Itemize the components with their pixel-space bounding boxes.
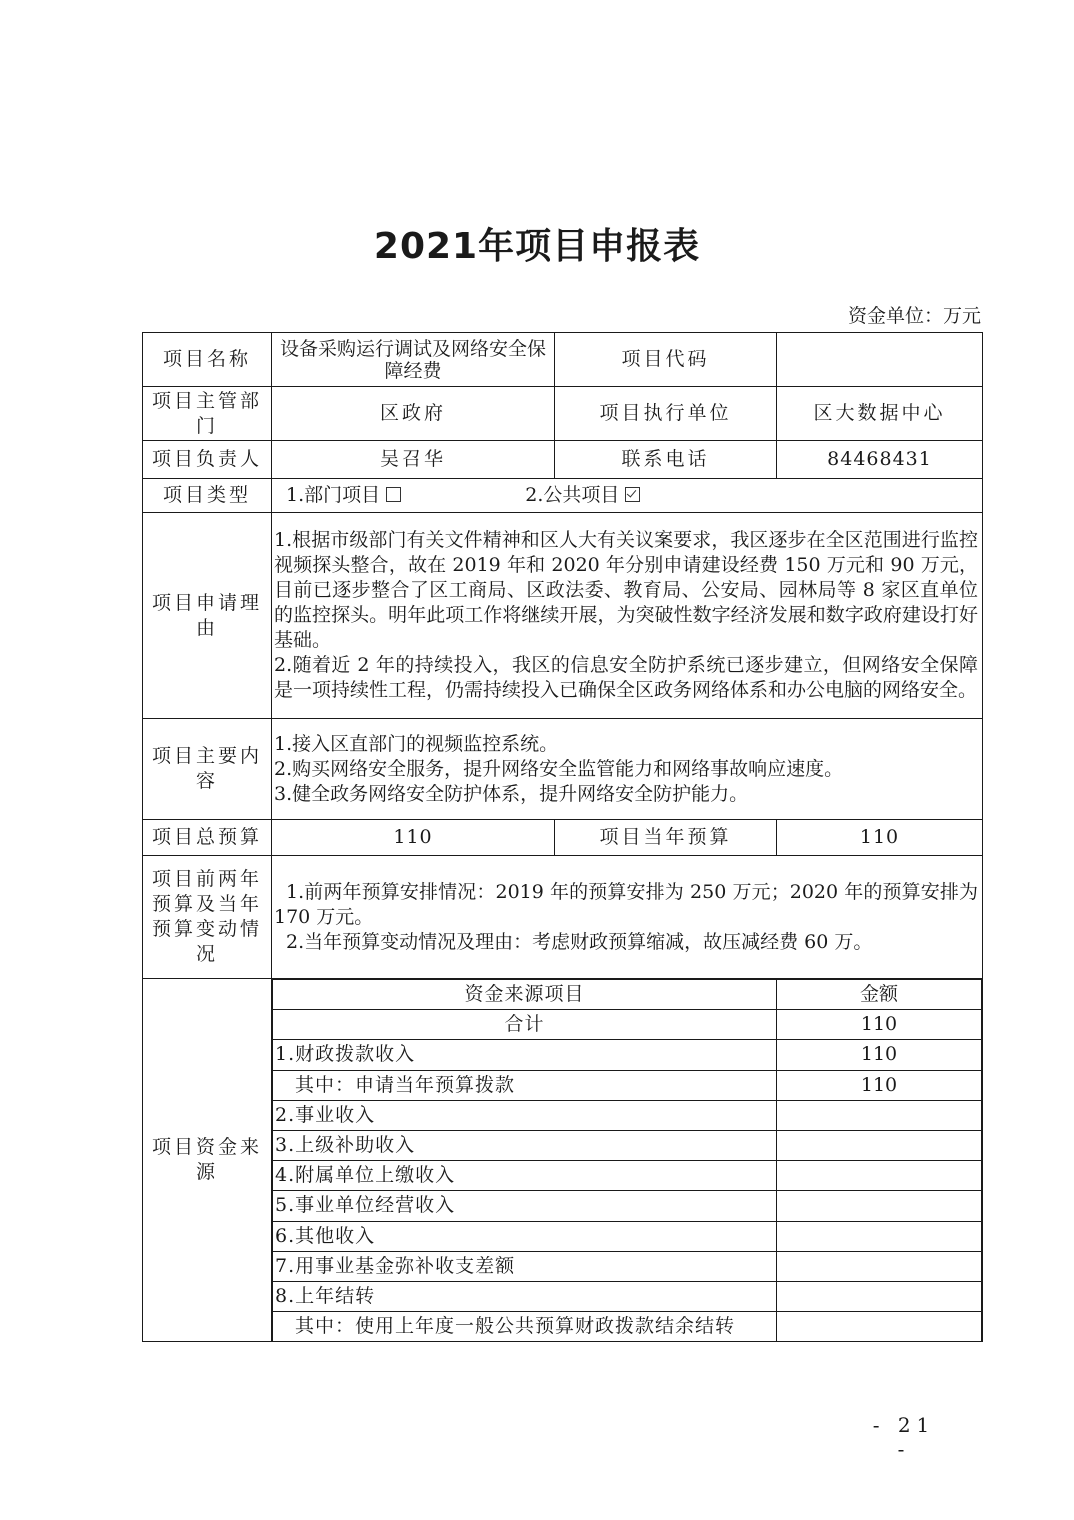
funding-row	[273, 1312, 982, 1342]
funding-row	[273, 1161, 982, 1191]
row-reason	[143, 513, 983, 719]
row-owner	[143, 441, 983, 479]
label-total-budget: 项目总预算	[143, 820, 272, 856]
value-total-budget: 110	[272, 820, 555, 856]
funding-item-name: 7.用事业基金弥补收支差额	[273, 1251, 777, 1281]
label-reason: 项目申请理由	[143, 513, 272, 719]
label-year-budget: 项目当年预算	[555, 820, 777, 856]
funding-item-amount: 110	[777, 1040, 982, 1070]
funding-item-name: 6.其他收入	[273, 1221, 777, 1251]
row-department	[143, 387, 983, 441]
row-budget-change	[143, 856, 983, 979]
funding-cell	[272, 979, 983, 1342]
funding-item-name: 其中：申请当年预算拨款	[273, 1070, 777, 1100]
value-department: 区政府	[272, 387, 555, 441]
funding-row	[273, 1100, 982, 1130]
funding-item-amount	[777, 1251, 982, 1281]
funding-row	[273, 1130, 982, 1160]
funding-item-name: 4.附属单位上缴收入	[273, 1161, 777, 1191]
funding-item-name: 1.财政拨款收入	[273, 1040, 777, 1070]
funding-row	[273, 1221, 982, 1251]
content-item: 1.接入区直部门的视频监控系统。	[274, 732, 559, 755]
label-content: 项目主要内容	[143, 719, 272, 820]
funding-header-row	[273, 980, 982, 1010]
label-project-code: 项目代码	[555, 333, 777, 387]
label-funding: 项目资金来源	[143, 979, 272, 1342]
content-item: 3.健全政务网络安全防护体系，提升网络安全防护能力。	[274, 782, 749, 805]
funding-item-amount	[777, 1191, 982, 1221]
funding-item-name: 8.上年结转	[273, 1281, 777, 1311]
funding-table	[272, 979, 982, 1341]
funding-item-amount	[777, 1100, 982, 1130]
funding-item-name: 其中：使用上年度一般公共预算财政拨款结余结转	[273, 1312, 777, 1342]
label-type: 项目类型	[143, 479, 272, 513]
funding-row	[273, 1251, 982, 1281]
row-project-name	[143, 333, 983, 387]
label-project-name: 项目名称	[143, 333, 272, 387]
checkbox-public-project[interactable]	[625, 487, 640, 502]
content-item: 2.购买网络安全服务，提升网络安全监管能力和网络事故响应速度。	[274, 757, 844, 780]
funding-item-amount: 110	[777, 1010, 982, 1040]
value-phone: 84468431	[777, 441, 983, 479]
label-owner: 项目负责人	[143, 441, 272, 479]
row-budget	[143, 820, 983, 856]
page-title: 2021年项目申报表	[373, 226, 701, 267]
label-exec-unit: 项目执行单位	[555, 387, 777, 441]
funding-header-amount: 金额	[777, 980, 982, 1010]
page-number: - 21 -	[872, 1413, 936, 1461]
funding-item-name: 3.上级补助收入	[273, 1130, 777, 1160]
funding-row	[273, 1281, 982, 1311]
value-exec-unit: 区大数据中心	[777, 387, 983, 441]
label-budget-change: 项目前两年预算及当年预算变动情况	[143, 856, 272, 979]
funding-item-amount	[777, 1312, 982, 1342]
funding-item-name: 2.事业收入	[273, 1100, 777, 1130]
value-reason	[272, 513, 983, 719]
row-type	[143, 479, 983, 513]
value-owner: 吴召华	[272, 441, 555, 479]
value-content	[272, 719, 983, 820]
value-budget-change	[272, 856, 983, 979]
checkbox-department-project[interactable]	[386, 487, 401, 502]
currency-unit: 资金单位：万元	[847, 305, 981, 327]
value-project-code	[777, 333, 983, 387]
reason-paragraph: 2.随着近 2 年的持续投入，我区的信息安全防护系统已逐步建立，但网络安全保障是一项持续性工程，仍需持续投入已确保全区政务网络体系和办公电脑的网络安全。	[274, 654, 978, 701]
value-type	[272, 479, 983, 513]
label-phone: 联系电话	[555, 441, 777, 479]
funding-row	[273, 1070, 982, 1100]
funding-row	[273, 1191, 982, 1221]
option-public-project: 2.公共项目	[525, 484, 620, 506]
funding-header-item: 资金来源项目	[273, 980, 777, 1010]
change-paragraph: 2.当年预算变动情况及理由：考虑财政预算缩减，故压减经费 60 万。	[286, 930, 873, 953]
funding-row	[273, 1010, 982, 1040]
value-year-budget: 110	[777, 820, 983, 856]
funding-item-amount	[777, 1281, 982, 1311]
funding-row	[273, 1040, 982, 1070]
funding-item-amount: 110	[777, 1070, 982, 1100]
funding-item-amount	[777, 1161, 982, 1191]
reason-paragraph: 1.根据市级部门有关文件精神和区人大有关议案要求，我区逐步在全区范围进行监控视频探头整合，故在 2019 年和 2020 年分别申请建设经费 150 万元和 90 万元，目前已逐步整合了区工商局、区政法委、教育局、公安局、园林局等 8 家区直单位的监控探头。明年此项工作将继续开展，为突破性数字经济发展和数字政府建设打好基础。	[274, 529, 978, 651]
row-funding	[143, 979, 983, 1342]
funding-item-name: 5.事业单位经营收入	[273, 1191, 777, 1221]
change-paragraph: 1.前两年预算安排情况：2019 年的预算安排为 250 万元；2020 年的预算安排为 170 万元。	[274, 880, 978, 928]
funding-item-amount	[777, 1130, 982, 1160]
funding-item-name: 合计	[273, 1010, 777, 1040]
label-department: 项目主管部门	[143, 387, 272, 441]
option-department-project: 1.部门项目	[286, 484, 381, 506]
row-content	[143, 719, 983, 820]
value-project-name: 设备采购运行调试及网络安全保障经费	[272, 333, 555, 387]
funding-item-amount	[777, 1221, 982, 1251]
project-application-table	[142, 332, 983, 1342]
